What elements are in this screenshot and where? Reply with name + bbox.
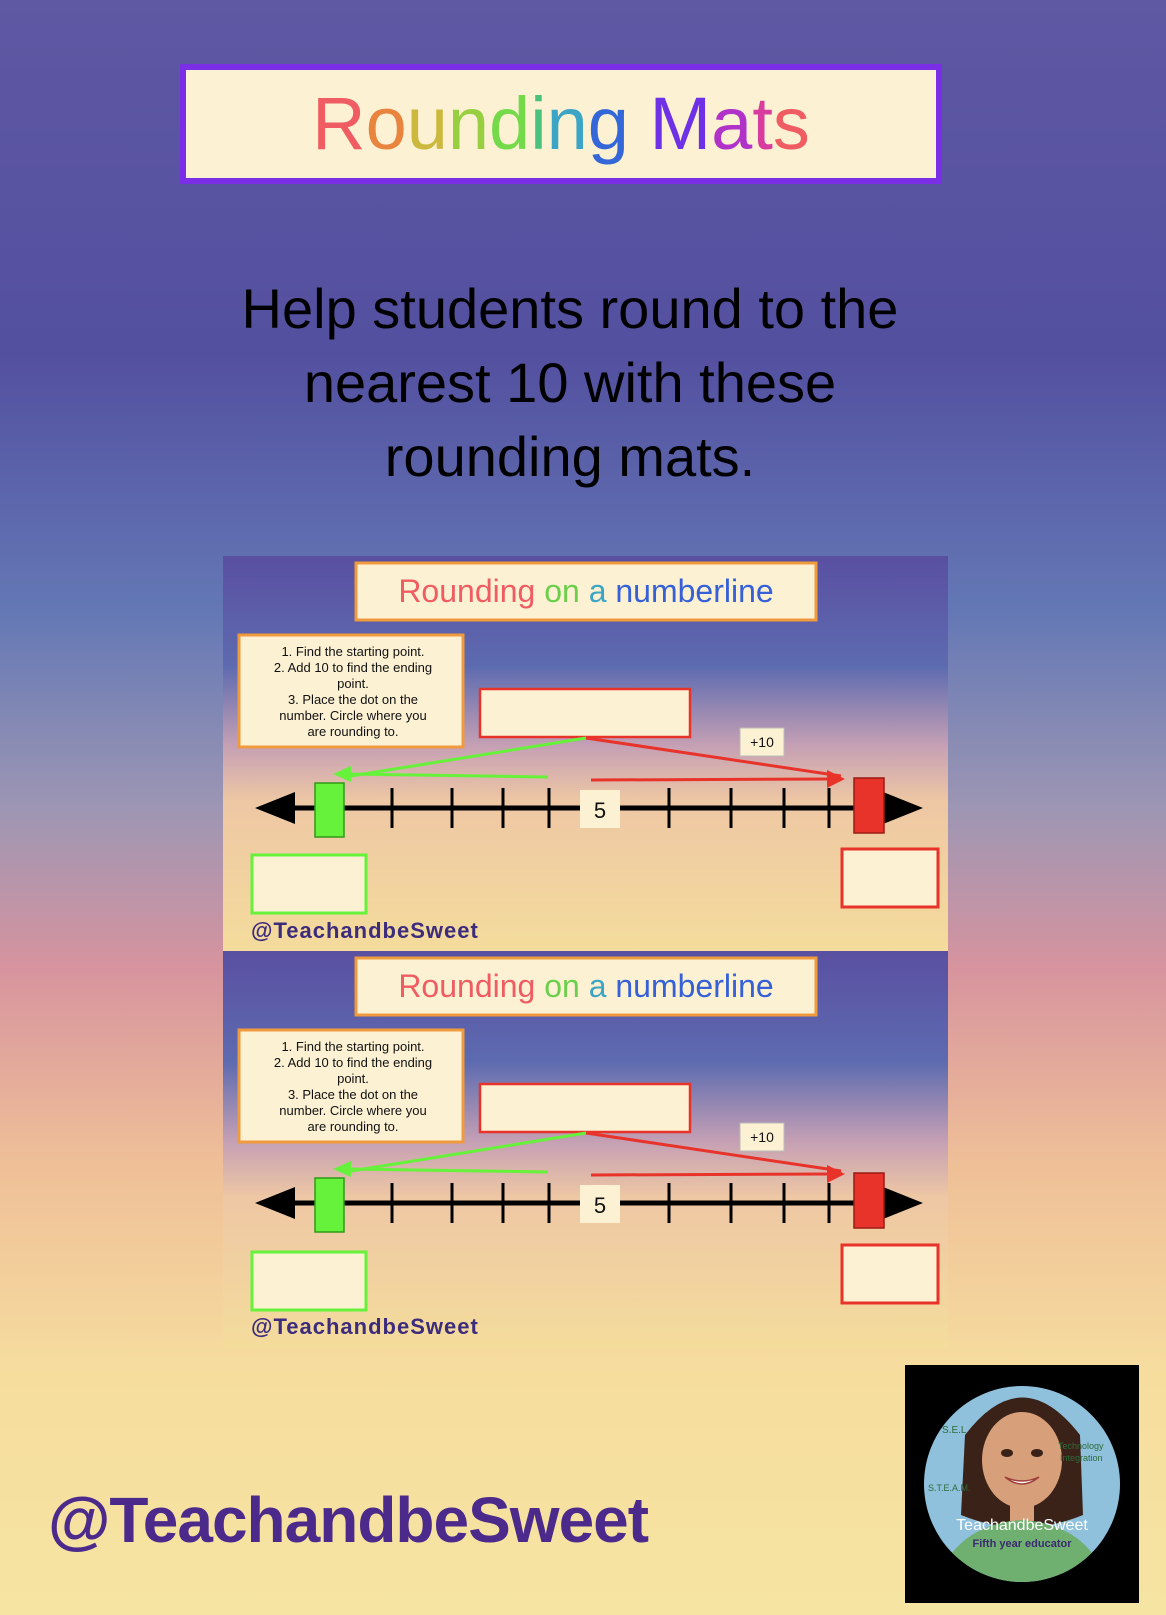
page-title <box>312 82 810 165</box>
round-down-answer-box[interactable] <box>252 855 366 913</box>
green-start-marker[interactable] <box>315 1178 344 1232</box>
title-letter: n <box>546 82 588 165</box>
logo-tag-sel: S.E.L <box>942 1425 967 1436</box>
title-word-mats <box>650 82 810 165</box>
instruction-step: 2. Add 10 to find the ending <box>273 1055 433 1070</box>
instruction-step: 1. Find the starting point. <box>281 644 425 659</box>
rounding-mat-image <box>223 951 948 1348</box>
title-letter: M <box>649 82 712 165</box>
author-logo <box>905 1365 1139 1603</box>
mat-watermark: @TeachandbeSweet <box>251 1314 479 1339</box>
green-start-marker[interactable] <box>315 783 344 837</box>
instruction-step: 3. Place the dot on the <box>287 1087 419 1102</box>
logo-name: TeachandbeSweet <box>956 1517 1088 1534</box>
title-letter: i <box>530 82 547 165</box>
plus-ten-label: +10 <box>750 734 774 750</box>
title-letter: n <box>447 82 490 165</box>
title-letter: o <box>365 82 407 165</box>
subtitle-line: rounding mats. <box>384 425 756 488</box>
mat-title: Rounding on a numberline <box>398 573 774 609</box>
starting-number-box[interactable] <box>480 1084 690 1132</box>
rounding-mat-preview <box>223 951 948 1348</box>
instruction-step: 3. Place the dot on the <box>287 692 419 707</box>
round-down-answer-box[interactable] <box>252 1252 366 1310</box>
title-word-rounding <box>312 82 629 165</box>
instruction-step: number. Circle where you <box>279 1103 427 1118</box>
red-arrow <box>591 1174 828 1175</box>
plus-ten-label: +10 <box>750 1129 774 1145</box>
title-letter: s <box>772 82 810 165</box>
round-up-answer-box[interactable] <box>842 849 938 907</box>
title-banner <box>180 64 942 184</box>
title-letter: u <box>406 82 448 165</box>
logo-caption: Fifth year educator <box>972 1538 1072 1550</box>
title-letter: t <box>752 82 773 165</box>
title-letter: g <box>587 82 629 165</box>
round-up-answer-box[interactable] <box>842 1245 938 1303</box>
instruction-step: are rounding to. <box>307 1119 399 1134</box>
instruction-step: point. <box>337 1071 369 1086</box>
logo-tag-tech: Technology <box>1058 1441 1104 1451</box>
logo-tag-steam: S.T.E.A.M. <box>928 1483 971 1493</box>
red-end-marker[interactable] <box>854 1173 884 1228</box>
middle-number: 5 <box>593 1193 607 1218</box>
mat-watermark: @TeachandbeSweet <box>251 918 479 943</box>
title-letter: a <box>711 82 753 165</box>
red-arrow <box>591 779 828 780</box>
instruction-step: point. <box>337 676 369 691</box>
instruction-step: 2. Add 10 to find the ending <box>273 660 433 675</box>
instruction-step: are rounding to. <box>307 724 399 739</box>
instruction-step: number. Circle where you <box>279 708 427 723</box>
middle-number: 5 <box>593 798 607 823</box>
logo-tag-integration: Integration <box>1060 1453 1103 1463</box>
starting-number-box[interactable] <box>480 689 690 737</box>
title-letter: R <box>312 82 366 165</box>
logo-image <box>905 1365 1139 1603</box>
instruction-step: 1. Find the starting point. <box>281 1039 425 1054</box>
subtitle <box>150 272 990 494</box>
subtitle-line: nearest 10 with these <box>303 351 837 414</box>
rounding-mat-preview <box>223 556 948 951</box>
title-letter: d <box>489 82 531 165</box>
red-end-marker[interactable] <box>854 778 884 833</box>
rounding-mat-image <box>223 556 948 951</box>
mat-title: Rounding on a numberline <box>398 968 774 1004</box>
author-handle: @TeachandbeSweet <box>48 1484 649 1556</box>
subtitle-line: Help students round to the <box>241 277 899 340</box>
